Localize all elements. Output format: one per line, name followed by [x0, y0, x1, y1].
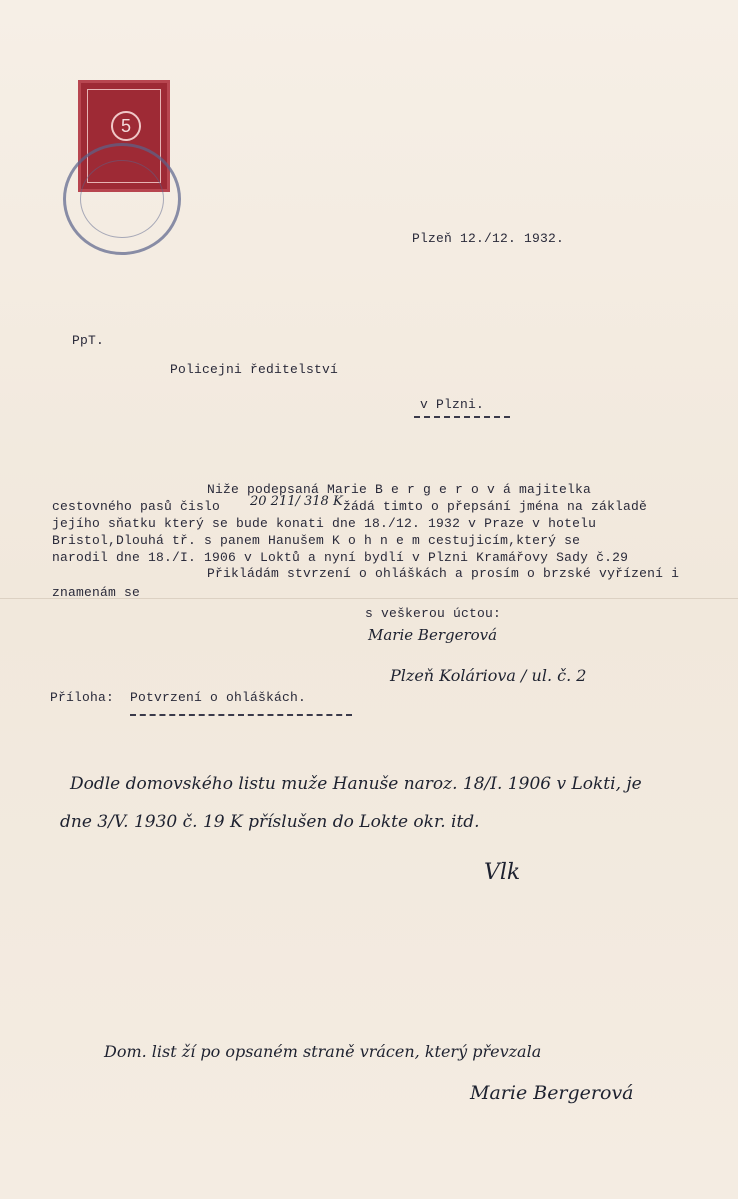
official-note-line-2: dne 3/V. 1930 č. 19 K příslušen do Lokte okr. itd. — [60, 812, 480, 832]
body-line-2a: cestovného pasů čislo — [52, 499, 221, 514]
stamp-value: 5 — [111, 111, 141, 141]
signature-receipt: Marie Bergerová — [470, 1082, 634, 1104]
police-seal — [63, 143, 181, 255]
footer-note: Dom. list ží po opsaném straně vrácen, který převzala — [104, 1042, 542, 1061]
closing: s veškerou úctou: — [365, 606, 502, 621]
recipient-name: Policejni ředitelství — [170, 362, 339, 377]
body-line-5: narodil dne 18./I. 1906 v Loktů a nyní bydlí v Plzni Kramářovy Sady č.29 — [52, 550, 629, 565]
seal-inner-ring — [80, 160, 164, 238]
body-line-2b: žádá timto o přepsání jména na základě — [343, 499, 648, 514]
underline-city — [414, 416, 510, 418]
date-line: Plzeň 12./12. 1932. — [412, 231, 565, 246]
signature-address: Plzeň Koláriova / ul. č. 2 — [390, 666, 587, 685]
body-line-7: znamenám se — [52, 585, 141, 600]
passport-number: 20 211/ 318 K — [250, 494, 343, 509]
recipient-city: v Plzni. — [420, 397, 485, 412]
attachment-text: Potvrzení o ohláškách. — [130, 690, 307, 705]
body-line-1: Niže podepsaná Marie B e r g e r o v á majitelka — [207, 482, 592, 497]
official-note-line-1: Dodle domovského listu muže Hanuše naroz. 18/I. 1906 v Lokti, je — [70, 774, 642, 794]
attachment-label: Příloha: — [50, 690, 115, 705]
body-line-3: jejího sňatku který se bude konati dne 18./12. 1932 v Praze v hotelu — [52, 516, 597, 531]
body-line-4: Bristol,Dlouhá tř. s panem Hanušem K o h n e m cestujicím,který se — [52, 533, 581, 548]
salutation: PpT. — [72, 333, 105, 348]
signature-bride: Marie Bergerová — [368, 626, 498, 644]
underline-attachment — [130, 714, 352, 716]
official-signature: Vlk — [484, 860, 521, 885]
body-line-6: Přikládám stvrzení o ohláškách a prosím o brzské vyřízení i — [207, 566, 680, 581]
